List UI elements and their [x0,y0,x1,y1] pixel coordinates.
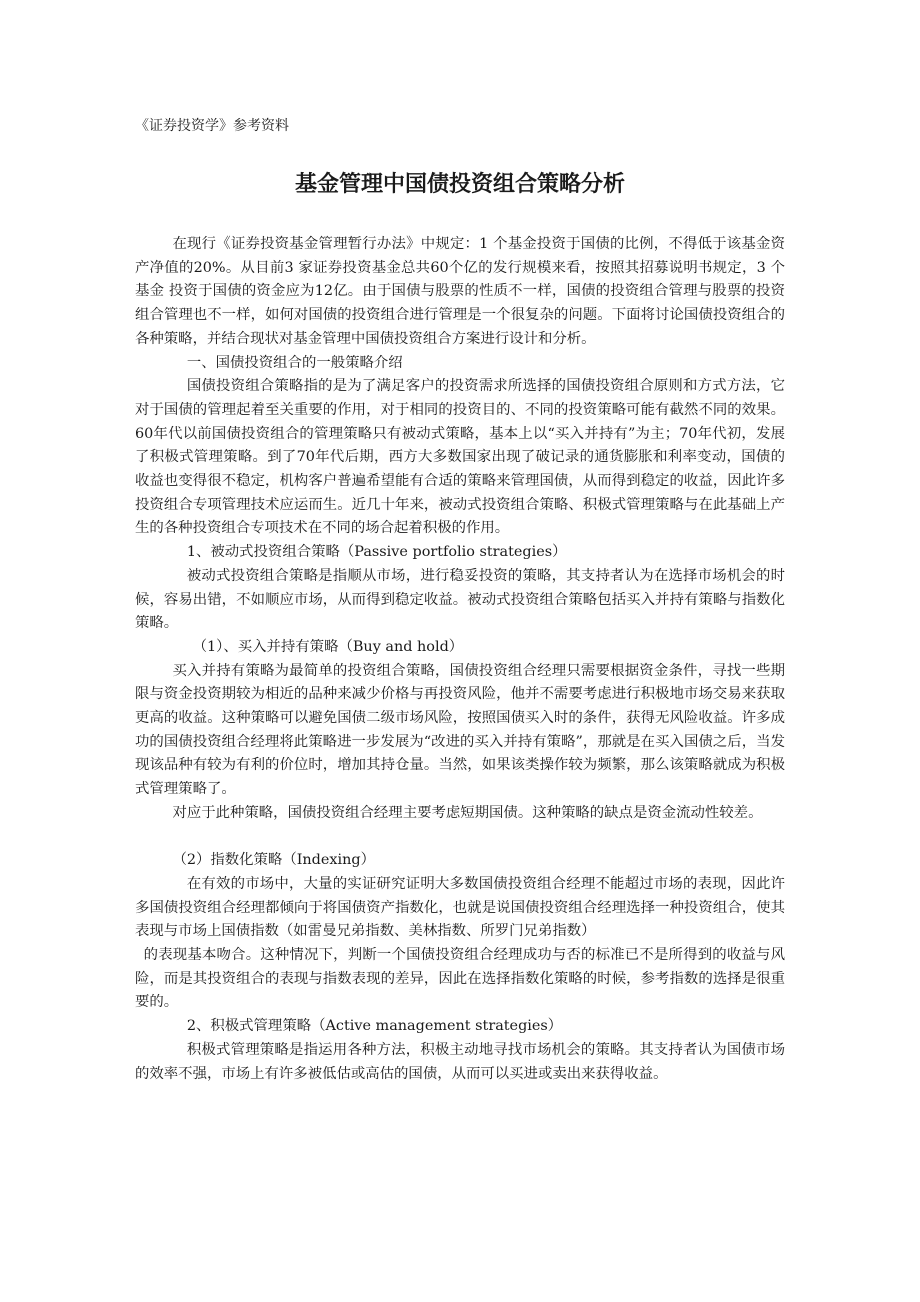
blank-line [135,826,785,850]
paragraph-passive: 被动式投资组合策略是指顺从市场，进行稳妥投资的策略，其支持者认为在选择市场机会的时候，容易出错，不如顺应市场，从而得到稳定收益。被动式投资组合策略包括买入并持有策略与指数化策略。 [135,567,785,632]
document-body [135,233,785,1086]
section-heading-passive: 1、被动式投资组合策略（Passive portfolio strategies） [186,544,567,561]
document-title: 基金管理中国债投资组合策略分析 [294,172,625,197]
subsection-heading-indexing: （2）指数化策略（Indexing） [172,852,375,869]
paragraph-short-term: 对应于此种策略，国债投资组合经理主要考虑短期国债。这种策略的缺点是资金流动性较差。 [172,804,763,821]
paragraph-active: 积极式管理策略是指运用各种方法，积极主动地寻找市场机会的策略。其支持者认为国债市场的效率不强，市场上有许多被低估或高估的国债，从而可以买进或卖出来获得收益。 [135,1041,785,1082]
paragraph-indexing-continued: 的表现基本吻合。这种情况下，判断一个国债投资组合经理成功与否的标准已不是所得到的收益与风险，而是其投资组合的表现与指数表现的差异，因此在选择指数化策略的时候，参考指数的选择是很重要的。 [135,947,785,1011]
paragraph-intro: 在现行《证券投资基金管理暂行办法》中规定：1 个基金投资于国债的比例，不得低于该基金资产净值的20%。从目前3 家证券投资基金总共60个亿的发行规模来看，按照其招募说明书规定，3 个基金 投资于国债的资金应为12亿。由于国债与股票的性质不一样，国债的投资组合管理与股票的投资组合管理也不一样，如何对国债的投资组合进行管理是一个很复杂的问题。下面将讨论国债投资组合的各种策略，并结合现状对基金管理中国债投资组合方案进行设计和分析。 [135,236,785,347]
subsection-heading-buy-and-hold: （1）、买入并持有策略（Buy and hold） [192,638,464,655]
section-heading-general-strategies: 一、国债投资组合的一般策略介绍 [186,354,403,371]
paragraph-buy-and-hold: 买入并持有策略为最简单的投资组合策略，国债投资组合经理只需要根据资金条件，寻找一些期限与资金投资期较为相近的品种来减少价格与再投资风险，他并不需要考虑进行积极地市场交易来获取更高的收益。这种策略可以避免国债二级市场风险，按照国债买入时的条件，获得无风险收益。许多成功的国债投资组合经理将此策略进一步发展为“改进的买入并持有策略”，那就是在买入国债之后，当发现该品种有较为有利的价位时，增加其持仓量。当然，如果该类操作较为频繁，那么该策略就成为积极式管理策略了。 [135,662,785,798]
section-heading-active: 2、积极式管理策略（Active management strategies） [186,1018,563,1035]
reference-note: 《证券投资学》参考资料 [135,118,289,134]
paragraph-general-strategies: 国债投资组合策略指的是为了满足客户的投资需求所选择的国债投资组合原则和方式方法，它对于国债的管理起着至关重要的作用，对于相同的投资目的、不同的投资策略可能有截然不同的效果。60年代以前国债投资组合的管理策略只有被动式策略，基本上以“买入并持有”为主；70年代初，发展了积极式管理策略。到了70年代后期，西方大多数国家出现了破记录的通货膨胀和利率变动，国债的收益也变得很不稳定，机构客户普遍希望能有合适的策略来管理国债，从而得到稳定的收益，因此许多投资组合专项管理技术应运而生。近几十年来，被动式投资组合策略、积极式管理策略与在此基础上产生的各种投资组合专项技术在不同的场合起着积极的作用。 [135,378,785,537]
paragraph-indexing: 在有效的市场中，大量的实证研究证明大多数国债投资组合经理不能超过市场的表现，因此许多国债投资组合经理都倾向于将国债资产指数化，也就是说国债投资组合经理选择一种投资组合，使其表现与市场上国债指数（如雷曼兄弟指数、美林指数、所罗门兄弟指数） [135,875,785,940]
